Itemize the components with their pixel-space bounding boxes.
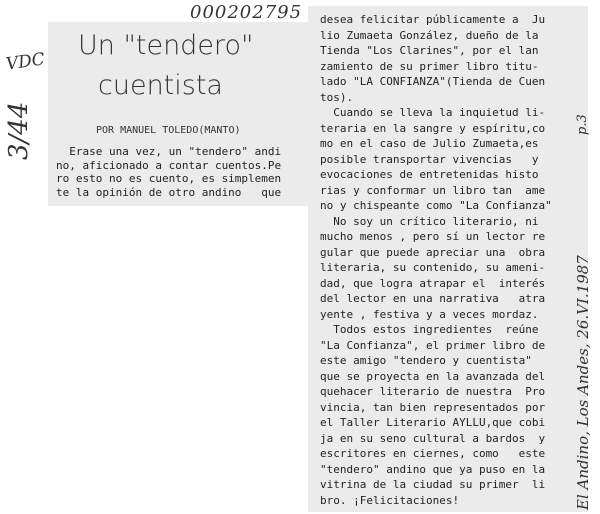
text-line: no, aficionado a contar cuentos.Pe xyxy=(56,158,282,172)
text-line: lado "LA CONFIANZA"(Tienda de Cuen xyxy=(320,75,546,88)
handwritten-source-note: El Andino, Los Andes, 26.VI.1987 xyxy=(574,255,592,510)
text-line: zamiento de su primer libro titu- xyxy=(320,59,539,73)
text-line: Erase una vez, un "tendero" andi xyxy=(56,145,282,158)
text-line: escritores en ciernes, como este xyxy=(320,447,546,460)
text-line: bro. ¡Felicitaciones! xyxy=(320,493,460,507)
text-line: este amigo "tendero y cuentista" xyxy=(320,354,532,367)
article-body-right xyxy=(320,12,590,508)
text-line: vincia, tan bien representados por xyxy=(320,400,546,414)
text-line: ro esto no es cuento, es simplemen xyxy=(56,172,282,185)
text-line: gular que puede apreciar una obra xyxy=(320,245,546,259)
article-byline: POR MANUEL TOLEDO(MANTO) xyxy=(96,125,241,136)
text-line: desea felicitar públicamente a Ju xyxy=(320,13,546,26)
handwritten-page-ref: 3/44 xyxy=(4,101,34,160)
text-line: el Taller Literario AYLLU,que cobi xyxy=(320,416,546,429)
text-line: mucho menos , pero sí un lector re xyxy=(320,230,546,243)
article-title-line2: cuentista xyxy=(98,70,223,101)
text-line: te la opinión de otro andino que xyxy=(56,185,282,199)
text-line: tos). xyxy=(320,90,354,104)
text-line: evocaciones de entretenidas histo xyxy=(320,168,539,181)
text-line: mo en el caso de Julio Zumaeta,es xyxy=(320,137,539,150)
text-line: rias y conformar un libro tan ame xyxy=(320,183,546,197)
text-line: Tienda "Los Clarines", por el lan xyxy=(320,44,539,57)
text-line: vitrina de la ciudad su primer li xyxy=(320,478,546,491)
article-body-left xyxy=(56,145,308,199)
text-line: yente , festiva y a veces mordaz. xyxy=(320,307,539,321)
text-line: teraria en la sangre y espíritu,co xyxy=(320,121,546,135)
text-line: lio Zumaeta González, dueño de la xyxy=(320,28,539,42)
handwritten-vdc-mark: VDC xyxy=(4,49,47,75)
text-line: posible transportar vivencias y xyxy=(320,152,539,166)
text-line: Cuando se lleva la inquietud li- xyxy=(320,106,546,119)
text-line: no y chispeante como "La Confianza" xyxy=(320,199,552,212)
text-line: "La Confianza", el primer libro de xyxy=(320,338,546,352)
text-line: que se proyecta en la avanzada del xyxy=(320,369,546,383)
text-line: literaria, su contenido, su ameni- xyxy=(320,261,546,274)
handwritten-id-number: 000202795 xyxy=(190,2,303,23)
text-line: dad, que logra atrapar el interés xyxy=(320,276,546,290)
text-line: Todos estos ingredientes reúne xyxy=(320,323,539,336)
text-line: quehacer literario de nuestra Pro xyxy=(320,385,546,398)
handwritten-page-number: p.3 xyxy=(575,114,590,135)
text-line: ja en su seno cultural a bardos y xyxy=(320,431,546,445)
text-line: No soy un crítico literario, ni xyxy=(320,214,539,228)
text-line: del lector en una narrativa atra xyxy=(320,292,546,305)
article-title-line1: Un "tendero" xyxy=(78,30,254,61)
text-line: "tendero" andino que ya puso en la xyxy=(320,462,546,476)
